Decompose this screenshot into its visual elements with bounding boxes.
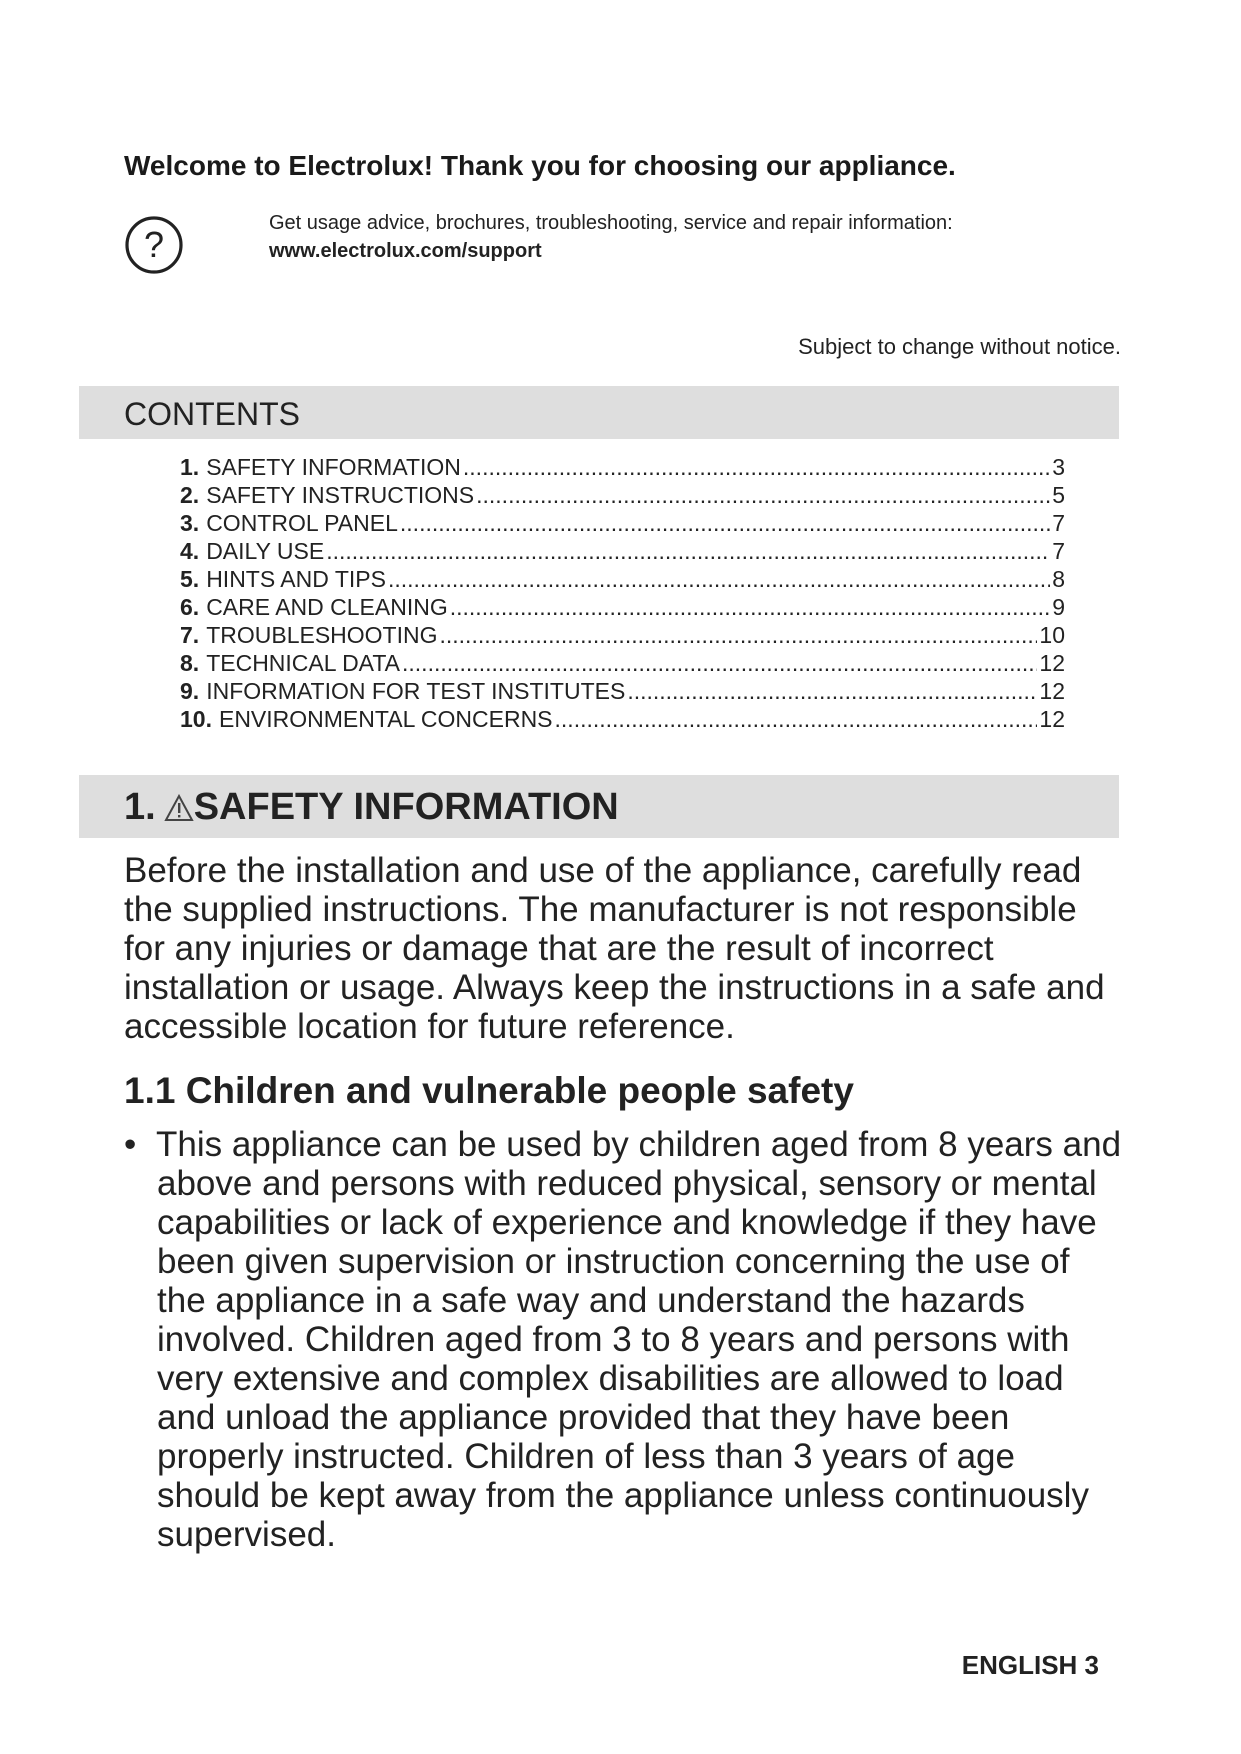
toc-entry[interactable] [180, 594, 1065, 622]
section-intro: Before the installation and use of the appliance, carefully read the supplied instructions. The manufacturer is not responsible for any injuries or damage that are the result of incorrect installation or usage. Always keep the instructions in a safe and accessible location for future reference. [124, 851, 1105, 1046]
toc-entry-number: 10. [180, 706, 212, 732]
toc-leader-dots [326, 538, 1050, 565]
toc-entry-title: HINTS AND TIPS [206, 566, 386, 592]
toc-entry[interactable] [180, 538, 1065, 566]
toc-leader-dots [402, 650, 1037, 677]
toc-leader-dots [476, 482, 1050, 509]
toc-leader-dots [450, 594, 1050, 621]
section-heading [124, 786, 619, 829]
svg-text:?: ? [143, 224, 165, 265]
toc-entry-title: ENVIRONMENTAL CONCERNS [218, 706, 553, 732]
toc-entry[interactable] [180, 482, 1065, 510]
toc-entry-title: TROUBLESHOOTING [206, 622, 438, 648]
support-link[interactable]: www.electrolux.com/support [269, 240, 542, 262]
section-title: SAFETY INFORMATION [193, 786, 619, 828]
toc-entry[interactable] [180, 706, 1065, 734]
contents-title: CONTENTS [124, 396, 300, 432]
toc-entry-page: 12 [1039, 678, 1065, 704]
section-number: 1. [124, 786, 156, 828]
toc-entry-page: 7 [1052, 510, 1065, 536]
toc-entry-number: 9. [180, 678, 200, 704]
toc-entry-number: 7. [180, 622, 200, 648]
toc-entry[interactable] [180, 650, 1065, 678]
toc-entry-title: CONTROL PANEL [206, 510, 398, 536]
subsection-title: 1.1 Children and vulnerable people safety [124, 1070, 854, 1111]
toc-entry-page: 10 [1039, 622, 1065, 648]
warning-triangle-icon [164, 794, 194, 822]
toc-entry-page: 7 [1052, 538, 1065, 564]
table-of-contents [180, 454, 1065, 734]
toc-entry-page: 12 [1039, 650, 1065, 676]
toc-entry-title: CARE AND CLEANING [206, 594, 448, 620]
toc-entry-number: 4. [180, 538, 200, 564]
toc-leader-dots [555, 706, 1038, 733]
toc-leader-dots [463, 454, 1050, 481]
toc-leader-dots [400, 510, 1050, 537]
toc-entry-title: INFORMATION FOR TEST INSTITUTES [206, 678, 626, 704]
toc-entry[interactable] [180, 454, 1065, 482]
toc-entry-number: 3. [180, 510, 200, 536]
toc-entry-title: TECHNICAL DATA [206, 650, 401, 676]
list-item-text: This appliance can be used by children aged from 8 years and above and persons with reduced physical, sensory or mental capabilities or lack of experience and knowledge if they have been given supervision or instruction concerning the use of the appliance in a safe way and understand the hazards involved. Children aged from 3 to 8 years and persons with very extensive and complex disabilities are allowed to load and unload the appliance provided that they have been properly instructed. Children of less than 3 years of age should be kept away from the appliance unless continuously supervised. [156, 1125, 1122, 1554]
change-notice: Subject to change without notice. [798, 334, 1121, 359]
toc-entry-page: 3 [1052, 454, 1065, 480]
bullet-marker: • [124, 1125, 137, 1164]
toc-entry-page: 12 [1039, 706, 1065, 732]
toc-entry-number: 8. [180, 650, 200, 676]
toc-entry-number: 6. [180, 594, 200, 620]
toc-leader-dots [388, 566, 1050, 593]
help-circle-icon [124, 215, 186, 277]
toc-entry-page: 8 [1052, 566, 1065, 592]
toc-leader-dots [440, 622, 1038, 649]
toc-entry-number: 1. [180, 454, 200, 480]
toc-entry-title: SAFETY INFORMATION [206, 454, 461, 480]
toc-entry-title: SAFETY INSTRUCTIONS [206, 482, 475, 508]
toc-entry-page: 5 [1052, 482, 1065, 508]
toc-entry-title: DAILY USE [206, 538, 325, 564]
welcome-heading: Welcome to Electrolux! Thank you for choosing our appliance. [124, 150, 956, 181]
toc-entry[interactable] [180, 678, 1065, 706]
toc-entry[interactable] [180, 622, 1065, 650]
list-item [124, 1125, 1124, 1554]
toc-entry-number: 5. [180, 566, 200, 592]
toc-entry-page: 9 [1052, 594, 1065, 620]
toc-leader-dots [627, 678, 1037, 705]
toc-entry[interactable] [180, 566, 1065, 594]
page-footer: ENGLISH 3 [961, 1650, 1099, 1680]
toc-entry-number: 2. [180, 482, 200, 508]
support-text: Get usage advice, brochures, troubleshooting, service and repair information: [269, 212, 953, 234]
toc-entry[interactable] [180, 510, 1065, 538]
